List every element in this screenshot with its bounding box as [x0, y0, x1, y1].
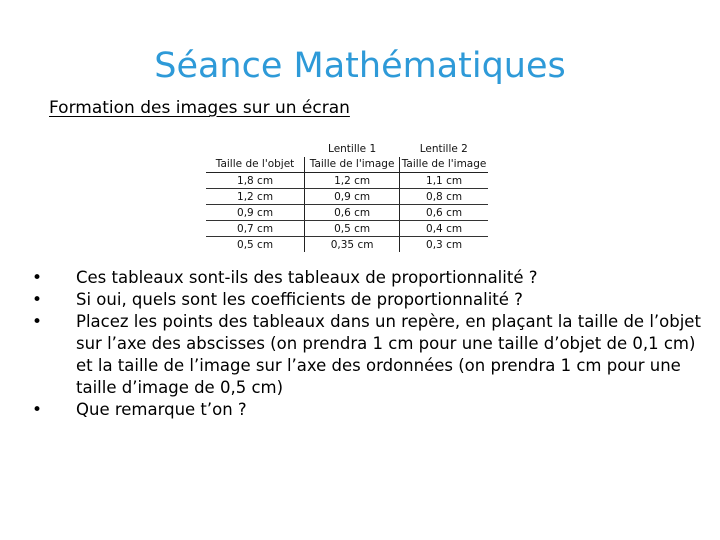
slide-title: Séance Mathématiques — [154, 46, 566, 86]
table-group-header: Lentille 2 — [419, 142, 468, 155]
list-item-text: Si oui, quels sont les coefficients de proportionnalité ? — [76, 290, 523, 309]
list-item — [28, 399, 714, 421]
table-cell: 0,6 cm — [400, 205, 488, 221]
table-group-header — [206, 141, 305, 157]
table-column-header: Taille de l'objet — [206, 157, 305, 173]
table-cell: 0,3 cm — [426, 238, 463, 251]
table-column-header: Taille de l'image — [305, 157, 400, 173]
table-row — [206, 205, 488, 221]
list-item-text: Ces tableaux sont-ils des tableaux de proportionnalité ? — [76, 268, 538, 287]
table-row — [206, 189, 488, 205]
table-row — [206, 173, 488, 189]
list-item — [28, 289, 714, 311]
table-cell: 0,7 cm — [206, 221, 305, 237]
table-cell: 1,1 cm — [400, 173, 488, 189]
table-column-header: Taille de l'image — [400, 157, 488, 173]
table-cell: 0,35 cm — [305, 237, 400, 253]
table-cell: 0,4 cm — [400, 221, 488, 237]
data-table-image — [206, 141, 490, 253]
list-item-text: Placez les points des tableaux dans un repère, en plaçant la taille de l’objet sur l’axe des abscisses (on prendra 1 cm pour une taille d’objet de 0,1 cm) et la taille de l’image sur l’axe des ordonnées (on prendra 1 cm pour une taille d’image de 0,5 cm) — [76, 312, 701, 397]
table-cell: 1,8 cm — [206, 173, 305, 189]
table-cell: 0,6 cm — [305, 205, 400, 221]
bullet-icon: • — [32, 290, 43, 310]
table-row — [206, 237, 488, 253]
table-cell: 0,8 cm — [400, 189, 488, 205]
table-cell: 0,5 cm — [305, 221, 400, 237]
list-item — [28, 311, 714, 399]
bullet-icon: • — [32, 400, 43, 420]
table-group-header: Lentille 1 — [328, 142, 377, 155]
table-cell: 0,5 cm — [206, 237, 305, 253]
question-list — [28, 267, 714, 421]
table-cell: 1,2 cm — [206, 189, 305, 205]
table-cell: 1,2 cm — [305, 173, 400, 189]
section-heading: Formation des images sur un écran — [49, 98, 350, 118]
proportionality-table — [206, 141, 488, 252]
table-cell: 0,9 cm — [305, 189, 400, 205]
list-item-text: Que remarque t’on ? — [76, 400, 247, 419]
table-row — [206, 221, 488, 237]
bullet-icon: • — [32, 312, 43, 332]
table-group-header-row — [206, 141, 488, 157]
list-item — [28, 267, 714, 289]
bullet-icon: • — [32, 268, 43, 288]
table-cell: 0,9 cm — [206, 205, 305, 221]
table-header-row — [206, 157, 488, 173]
